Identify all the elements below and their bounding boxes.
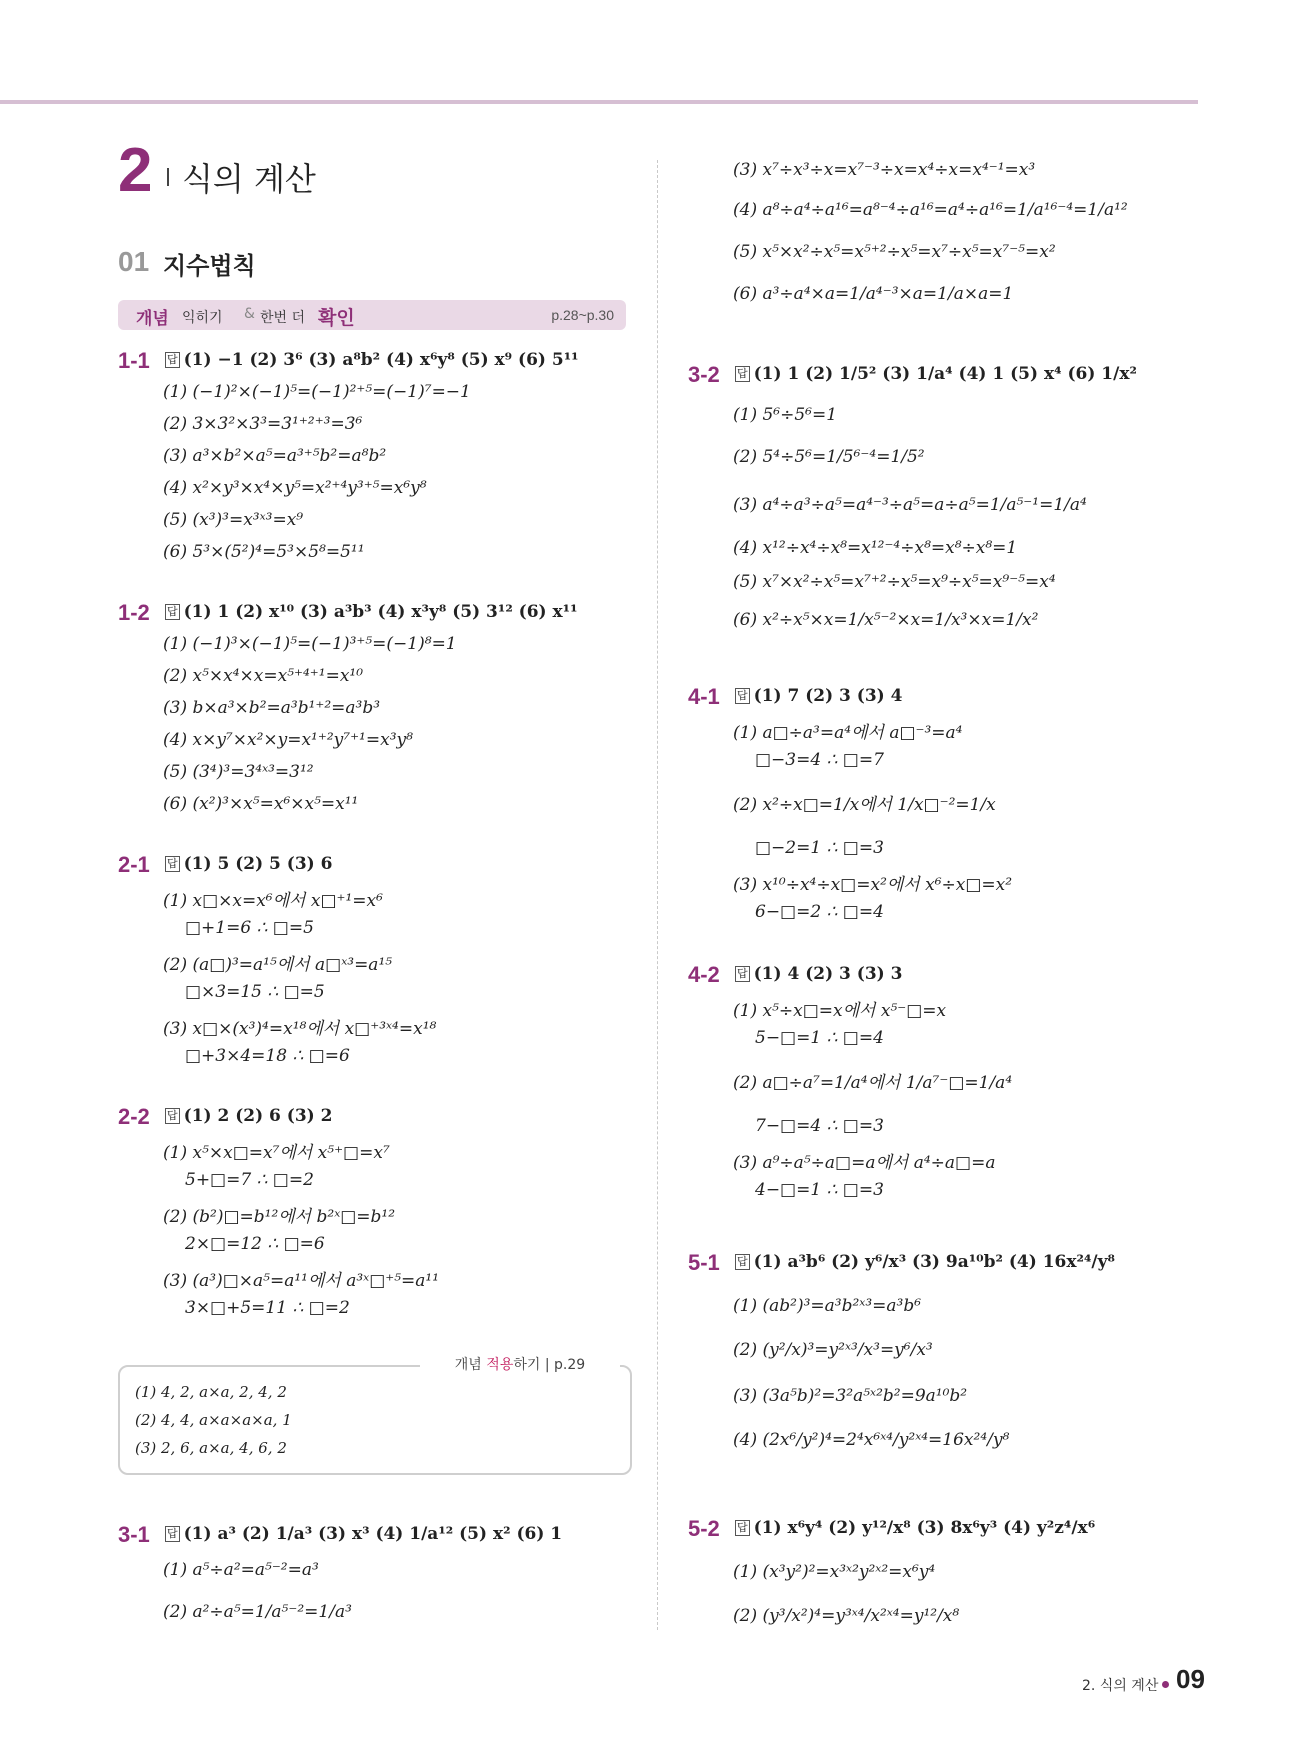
solution-line: (6) x²÷x⁵×x=1/x⁵⁻²×x=1/x³×x=1/x²: [733, 610, 1039, 630]
answer-tag: 답: [167, 857, 178, 870]
solution-line: 5+□=7 ∴ □=2: [185, 1170, 314, 1190]
problem-label: 4-2: [688, 962, 720, 987]
solution-line: (1) (ab²)³=a³b²ˣ³=a³b⁶: [733, 1296, 922, 1316]
answer-line: [165, 854, 332, 874]
solution-line: (4) x¹²÷x⁴÷x⁸=x¹²⁻⁴÷x⁸=x⁸÷x⁸=1: [733, 538, 1018, 558]
solution-line: (2) (y³/x²)⁴=y³ˣ⁴/x²ˣ⁴=y¹²/x⁸: [733, 1606, 960, 1626]
solution-line: (1) 5⁶÷5⁶=1: [733, 405, 838, 425]
problem-label: 1-2: [118, 600, 150, 625]
answer-tag: 답: [737, 689, 748, 702]
problem-label: 1-1: [118, 348, 150, 373]
banner-word-again: 한번 더: [260, 310, 306, 326]
top-rule: [0, 100, 1198, 104]
solution-line: □+3×4=18 ∴ □=6: [185, 1046, 350, 1066]
solution-line: 4−□=1 ∴ □=3: [755, 1180, 884, 1200]
solution-line: (6) 5³×(5²)⁴=5³×5⁸=5¹¹: [163, 542, 365, 562]
solution-line: (5) x⁷×x²÷x⁵=x⁷⁺²÷x⁵=x⁹÷x⁵=x⁹⁻⁵=x⁴: [733, 572, 1056, 592]
solution-line: (6) a³÷a⁴×a=1/a⁴⁻³×a=1/a×a=1: [733, 284, 1014, 304]
solution-line: □×3=15 ∴ □=5: [185, 982, 325, 1002]
answer-text: (1) 4 (2) 3 (3) 3: [753, 964, 903, 984]
answer-tag: 답: [737, 367, 748, 380]
solution-line: □−2=1 ∴ □=3: [755, 838, 884, 858]
column-divider: [657, 160, 658, 1630]
solution-line: (1) x⁵×x□=x⁷에서 x⁵⁺□=x⁷: [163, 1143, 390, 1163]
solution-line: (4) a⁸÷a⁴÷a¹⁶=a⁸⁻⁴÷a¹⁶=a⁴÷a¹⁶=1/a¹⁶⁻⁴=1/a¹²: [733, 200, 1128, 220]
solution-line: 3×□+5=11 ∴ □=2: [185, 1298, 350, 1318]
answer-tag: 답: [167, 1527, 178, 1540]
concept-banner: [118, 300, 626, 330]
solution-line: (4) x×y⁷×x²×y=x¹⁺²y⁷⁺¹=x³y⁸: [163, 730, 413, 750]
answer-tag: 답: [737, 967, 748, 980]
answer-text: (1) 1 (2) x¹⁰ (3) a³b³ (4) x³y⁸ (5) 3¹² (6) x¹¹: [183, 602, 578, 622]
answer-line: [165, 1524, 562, 1544]
solution-line: (3) a⁹÷a⁵÷a□=a에서 a⁴÷a□=a: [733, 1153, 996, 1173]
answer-tag: 답: [737, 1255, 748, 1268]
solution-line: (1) x⁵÷x□=x에서 x⁵⁻□=x: [733, 1001, 947, 1021]
answer-text: (1) 5 (2) 5 (3) 6: [183, 854, 333, 874]
apply-head-page: p.29: [554, 1357, 586, 1373]
solution-line: (4) x²×y³×x⁴×y⁵=x²⁺⁴y³⁺⁵=x⁶y⁸: [163, 478, 427, 498]
section-title: 지수법칙: [163, 252, 256, 280]
solution-line: (2) a²÷a⁵=1/a⁵⁻²=1/a³: [163, 1602, 352, 1622]
banner-word-check: 확인: [318, 307, 355, 329]
answer-line: [165, 350, 579, 370]
answer-line: [735, 364, 1137, 384]
apply-head-word3: 하기: [513, 1357, 541, 1373]
apply-line: (1) 4, 2, a×a, 2, 4, 2: [135, 1383, 287, 1401]
problem-label: 4-1: [688, 684, 720, 709]
answer-tag: 답: [167, 1109, 178, 1122]
solution-line: (6) (x²)³×x⁵=x⁶×x⁵=x¹¹: [163, 794, 359, 814]
answer-tag: 답: [737, 1521, 748, 1534]
banner-amp: &: [244, 306, 255, 322]
problem-label: 3-2: [688, 362, 720, 387]
answer-text: (1) x⁶y⁴ (2) y¹²/x⁸ (3) 8x⁶y³ (4) y²z⁴/x⁶: [753, 1518, 1096, 1538]
solution-line: (3) x¹⁰÷x⁴÷x□=x²에서 x⁶÷x□=x²: [733, 875, 1013, 895]
solution-line: (1) a□÷a³=a⁴에서 a□⁻³=a⁴: [733, 723, 963, 743]
apply-line: (3) 2, 6, a×a, 4, 6, 2: [135, 1439, 287, 1457]
solution-line: (5) x⁵×x²÷x⁵=x⁵⁺²÷x⁵=x⁷÷x⁵=x⁷⁻⁵=x²: [733, 242, 1056, 262]
solution-line: (3) (a³)□×a⁵=a¹¹에서 a³ˣ□⁺⁵=a¹¹: [163, 1271, 440, 1291]
answer-line: [735, 686, 902, 706]
footer-chapter: 2. 식의 계산: [1082, 1678, 1159, 1694]
solution-line: (1) (−1)²×(−1)⁵=(−1)²⁺⁵=(−1)⁷=−1: [163, 382, 471, 402]
solution-line: 5−□=1 ∴ □=4: [755, 1028, 884, 1048]
solution-line: (2) (b²)□=b¹²에서 b²ˣ□=b¹²: [163, 1207, 396, 1227]
answer-tag: 답: [167, 353, 178, 366]
answer-line: [735, 964, 902, 984]
page-number: 09: [1176, 1664, 1205, 1694]
problem-label: 5-1: [688, 1250, 720, 1275]
problem-label: 5-2: [688, 1516, 720, 1541]
apply-head-word1: 개념: [454, 1357, 482, 1373]
chapter-number: 2: [118, 136, 153, 205]
solution-line: 6−□=2 ∴ □=4: [755, 902, 884, 922]
solution-line: 7−□=4 ∴ □=3: [755, 1116, 884, 1136]
answer-text: (1) 2 (2) 6 (3) 2: [183, 1106, 333, 1126]
solution-line: (1) a⁵÷a²=a⁵⁻²=a³: [163, 1560, 319, 1580]
solution-line: (2) x⁵×x⁴×x=x⁵⁺⁴⁺¹=x¹⁰: [163, 666, 364, 686]
solution-line: (2) x²÷x□=1/x에서 1/x□⁻²=1/x: [733, 795, 996, 815]
section-number: 01: [118, 246, 150, 277]
answer-text: (1) a³b⁶ (2) y⁶/x³ (3) 9a¹⁰b² (4) 16x²⁴/y⁸: [753, 1252, 1115, 1272]
solution-line: (2) a□÷a⁷=1/a⁴에서 1/a⁷⁻□=1/a⁴: [733, 1073, 1013, 1093]
solution-line: 2×□=12 ∴ □=6: [185, 1234, 325, 1254]
banner-word-concept: 개념: [136, 309, 169, 329]
answer-text: (1) −1 (2) 3⁶ (3) a⁸b² (4) x⁶y⁸ (5) x⁹ (6) 5¹¹: [183, 350, 579, 370]
solution-line: (3) a⁴÷a³÷a⁵=a⁴⁻³÷a⁵=a÷a⁵=1/a⁵⁻¹=1/a⁴: [733, 495, 1087, 515]
banner-word-learn: 익히기: [182, 310, 223, 326]
problem-label: 2-1: [118, 852, 150, 877]
answer-text: (1) 1 (2) 1/5² (3) 1/a⁴ (4) 1 (5) x⁴ (6) 1/x²: [753, 364, 1137, 384]
footer-dot: [1162, 1681, 1169, 1688]
solution-line: (2) (y²/x)³=y²ˣ³/x³=y⁶/x³: [733, 1340, 933, 1360]
solution-line: (3) x□×(x³)⁴=x¹⁸에서 x□⁺³ˣ⁴=x¹⁸: [163, 1019, 437, 1039]
solution-line: (2) 5⁴÷5⁶=1/5⁶⁻⁴=1/5²: [733, 447, 925, 467]
solution-line: (3) b×a³×b²=a³b¹⁺²=a³b³: [163, 698, 381, 718]
solution-line: (5) (x³)³=x³ˣ³=x⁹: [163, 510, 304, 530]
answer-line: [735, 1518, 1095, 1538]
apply-head-word2: 적용: [486, 1357, 514, 1373]
answer-line: [165, 602, 578, 622]
apply-box-heading: 개념 적용하기 | p.29: [420, 1354, 620, 1376]
apply-line: (2) 4, 4, a×a×a×a, 1: [135, 1411, 292, 1429]
answer-line: [165, 1106, 332, 1126]
chapter-title: 식의 계산: [182, 160, 316, 198]
solution-line: (2) 3×3²×3³=3¹⁺²⁺³=3⁶: [163, 414, 363, 434]
answer-text: (1) 7 (2) 3 (3) 4: [753, 686, 903, 706]
solution-line: (1) (−1)³×(−1)⁵=(−1)³⁺⁵=(−1)⁸=1: [163, 634, 457, 654]
problem-label: 2-2: [118, 1104, 150, 1129]
problem-label: 3-1: [118, 1522, 150, 1547]
answer-line: [735, 1252, 1115, 1272]
answer-tag: 답: [167, 605, 178, 618]
solution-line: (3) a³×b²×a⁵=a³⁺⁵b²=a⁸b²: [163, 446, 387, 466]
solution-line: □−3=4 ∴ □=7: [755, 750, 884, 770]
solution-line: (4) (2x⁶/y²)⁴=2⁴x⁶ˣ⁴/y²ˣ⁴=16x²⁴/y⁸: [733, 1430, 1010, 1450]
banner-pages: p.28~p.30: [551, 307, 614, 323]
solution-line: (2) (a□)³=a¹⁵에서 a□ˣ³=a¹⁵: [163, 955, 393, 975]
solution-line: □+1=6 ∴ □=5: [185, 918, 314, 938]
solution-line: (3) x⁷÷x³÷x=x⁷⁻³÷x=x⁴÷x=x⁴⁻¹=x³: [733, 160, 1036, 180]
solution-line: (3) (3a⁵b)²=3²a⁵ˣ²b²=9a¹⁰b²: [733, 1386, 968, 1406]
solution-line: (5) (3⁴)³=3⁴ˣ³=3¹²: [163, 762, 314, 782]
chapter-divider: [167, 168, 169, 186]
solution-line: (1) (x³y²)²=x³ˣ²y²ˣ²=x⁶y⁴: [733, 1562, 936, 1582]
solution-line: (1) x□×x=x⁶에서 x□⁺¹=x⁶: [163, 891, 383, 911]
answer-text: (1) a³ (2) 1/a³ (3) x³ (4) 1/a¹² (5) x² (6) 1: [183, 1524, 563, 1544]
